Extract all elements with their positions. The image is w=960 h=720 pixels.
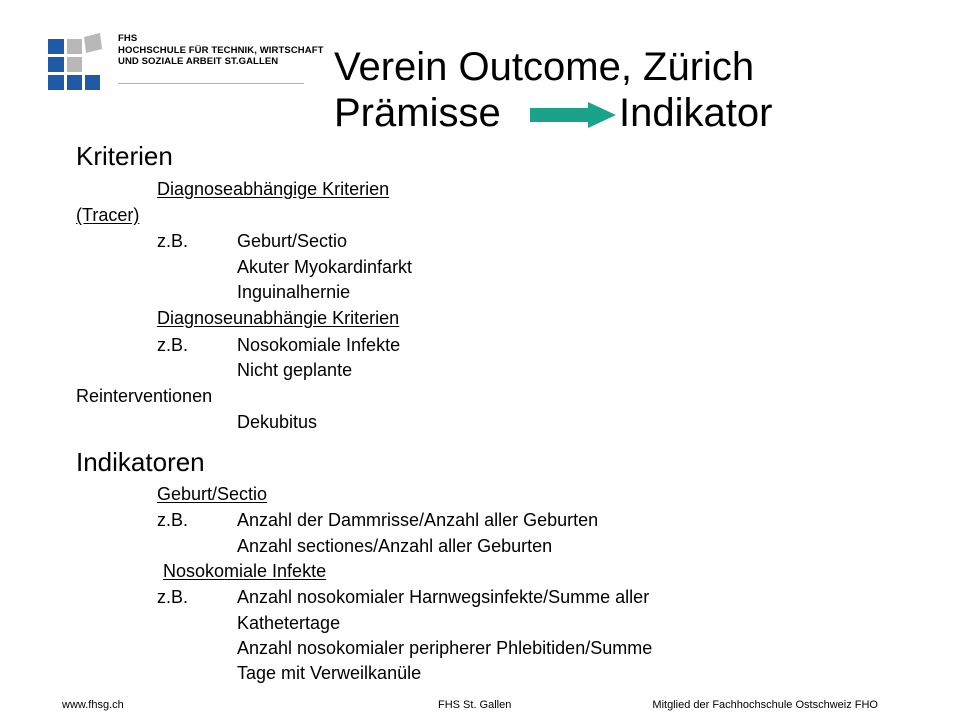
arrow-right-icon: [530, 102, 616, 128]
footer-membership: Mitglied der Fachhochschule Ostschweiz FHO: [652, 699, 878, 711]
list-item: Anzahl nosokomialer peripherer Phlebitiden/Summe: [237, 638, 653, 658]
indikatoren-heading: Indikatoren: [76, 447, 205, 477]
logo-line: FHS: [118, 33, 138, 44]
zb-label: z.B.: [157, 335, 189, 355]
list-item: Anzahl der Dammrisse/Anzahl aller Geburten: [237, 510, 599, 530]
slide-title: [334, 44, 773, 136]
list-item: Nosokomiale Infekte: [237, 335, 401, 355]
title-premise: Prämisse: [334, 91, 501, 135]
logo-divider: [118, 83, 304, 84]
list-item: Geburt/Sectio: [237, 231, 348, 251]
title-line-2: [334, 90, 773, 136]
diagnoseabhaengige-kriterien: Diagnoseabhängige Kriterien: [157, 179, 390, 199]
title-indicator: Indikator: [619, 91, 773, 135]
footer-institution: FHS St. Gallen: [438, 699, 512, 711]
logo-line: UND SOZIALE ARBEIT ST.GALLEN: [118, 56, 279, 67]
fhs-logo-icon: [48, 33, 102, 91]
zb-label: z.B.: [157, 510, 189, 530]
logo-wordmark: [118, 33, 324, 68]
list-item: Inguinalhernie: [237, 282, 351, 302]
list-item: Dekubitus: [237, 412, 318, 432]
subheading-nosokomiale: Nosokomiale Infekte: [163, 561, 327, 581]
logo-line: HOCHSCHULE FÜR TECHNIK, WIRTSCHAFT: [118, 44, 324, 56]
list-item: Nicht geplante: [237, 360, 353, 380]
list-item: Kathetertage: [237, 613, 341, 633]
list-item: Tage mit Verweilkanüle: [237, 663, 422, 683]
list-item: Reinterventionen: [76, 386, 213, 406]
tracer-label: (Tracer): [76, 205, 140, 225]
subheading-geburt: Geburt/Sectio: [157, 484, 268, 504]
list-item: Anzahl nosokomialer Harnwegsinfekte/Summe aller: [237, 587, 650, 607]
title-line-1: Verein Outcome, Zürich: [334, 45, 755, 89]
zb-label: z.B.: [157, 587, 189, 607]
kriterien-heading: Kriterien: [76, 141, 173, 171]
zb-label: z.B.: [157, 231, 189, 251]
list-item: Akuter Myokardinfarkt: [237, 257, 413, 277]
footer-website: www.fhsg.ch: [62, 699, 124, 711]
list-item: Anzahl sectiones/Anzahl aller Geburten: [237, 536, 553, 556]
diagnoseunabhaengige-kriterien: Diagnoseunabhängie Kriterien: [157, 308, 400, 328]
